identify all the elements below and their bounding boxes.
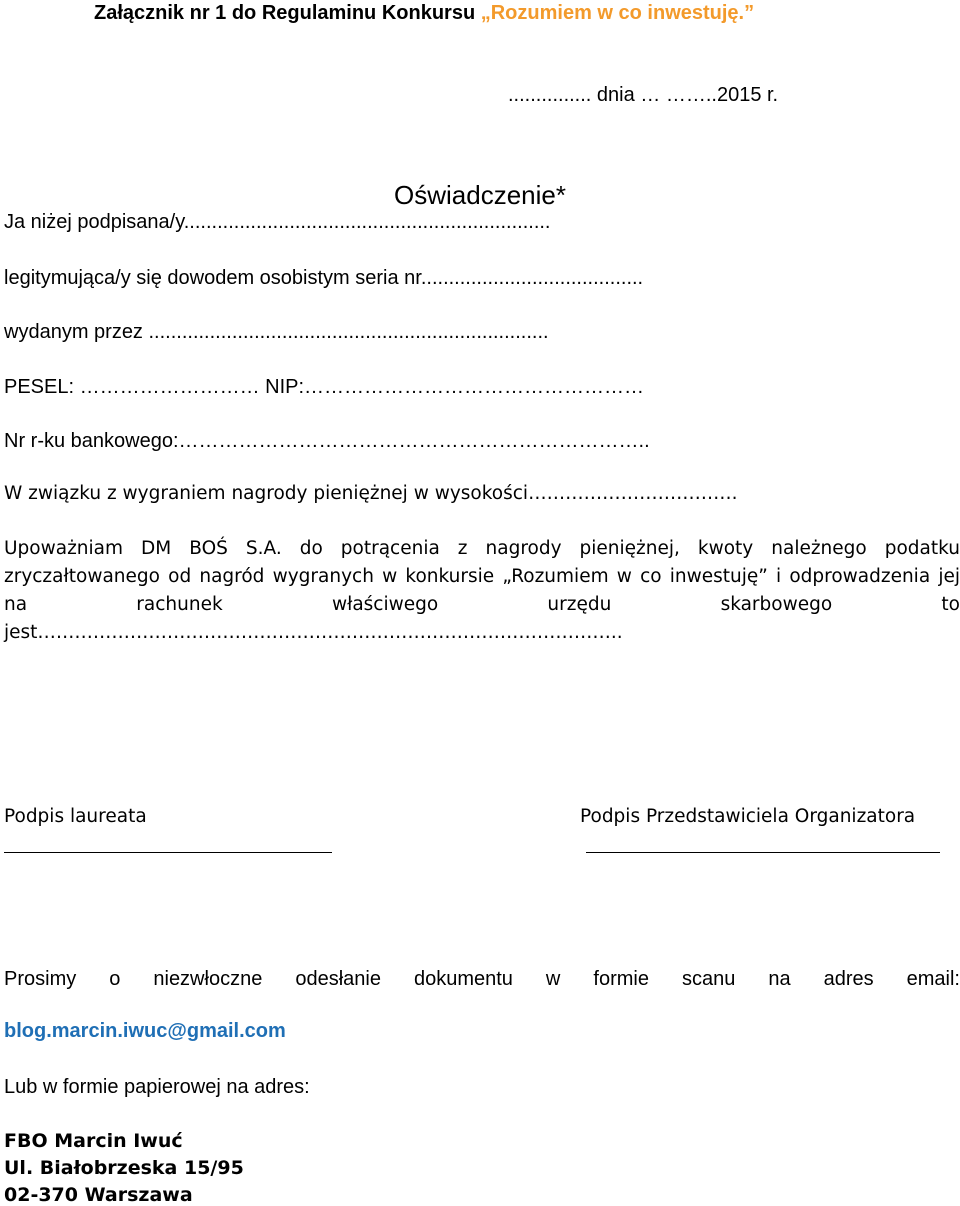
contact-email[interactable]: blog.marcin.iwuc@gmail.com [4, 1020, 286, 1042]
authorization-paragraph: Upoważniam DM BOŚ S.A. do potrącenia z nagrody pieniężnej, kwoty należnego podatku zryczałtowanego od nagród wygranych w konkursie „Rozumiem w co inwestuję” i odprowadzenia jej na rachunek właściwego urzędu skarbowego to jest………………………………………………………………………………….. [4, 538, 960, 643]
pesel-nip-field-line: PESEL: ……………………… NIP:…………………………………………… [4, 376, 645, 398]
issued-by-field-line: wydanym przez ........................................................................ [4, 321, 549, 343]
bank-account-field-line: Nr r-ku bankowego:…………………………………………………………….. [4, 430, 650, 452]
address-line-1: FBO Marcin Iwuć [4, 1130, 183, 1152]
prize-amount-field-line: W związku z wygraniem nagrody pieniężnej w wysokości……………………………. [4, 483, 738, 504]
organizer-signature-line [586, 852, 940, 853]
id-series-field-line: legitymująca/y się dowodem osobistym seria nr........................................ [4, 267, 644, 289]
organizer-signature-label: Podpis Przedstawiciela Organizatora [580, 806, 916, 827]
contest-name: „Rozumiem w co inwestuję.” [480, 2, 755, 24]
laureate-signature-line [4, 852, 332, 853]
send-note: Prosimy o niezwłoczne odesłanie dokumentu w formie scanu na adres email: [4, 968, 960, 990]
address-line-3: 02-370 Warszawa [4, 1184, 193, 1206]
date-line: ............... dnia … ……..2015 r. [508, 84, 779, 106]
document-title: Oświadczenie* [394, 180, 566, 210]
address-line-2: Ul. Białobrzeska 15/95 [4, 1157, 244, 1179]
document-header [94, 2, 754, 25]
header-prefix: Załącznik nr 1 do Regulaminu Konkursu [94, 2, 476, 24]
address-lead: Lub w formie papierowej na adres: [4, 1076, 310, 1098]
laureate-signature-label: Podpis laureata [4, 806, 147, 827]
name-field-line: Ja niżej podpisana/y.................................................................. [4, 211, 551, 233]
